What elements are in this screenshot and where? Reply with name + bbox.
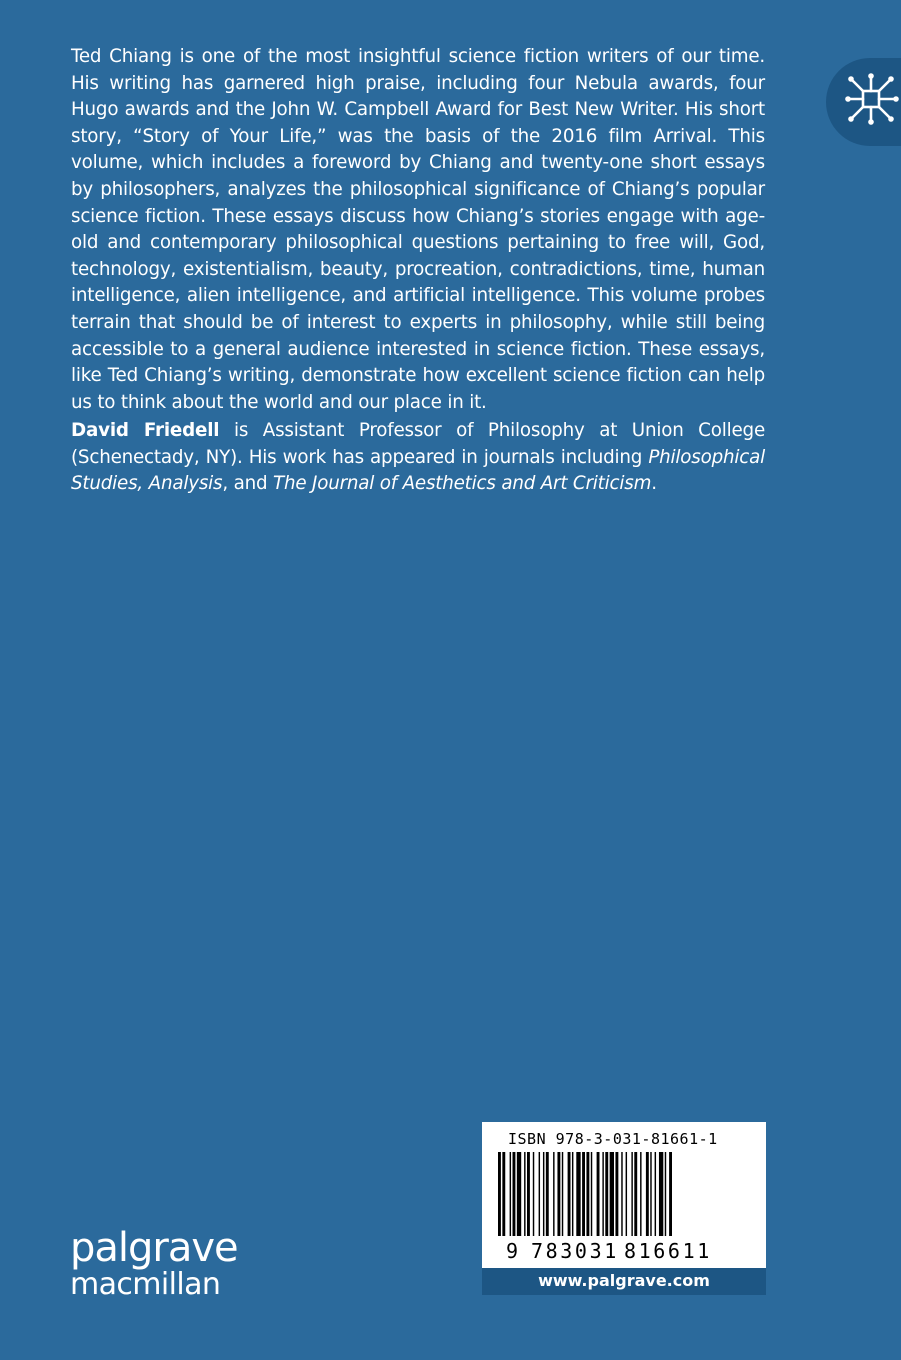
barcode-bar [626, 1152, 627, 1236]
barcode-bar [533, 1152, 534, 1236]
barcode-bar [498, 1152, 501, 1236]
barcode-bar [513, 1152, 516, 1236]
bio-journal-2: The Journal of Aesthetics and Art Criticism [273, 473, 652, 495]
barcode-bar [631, 1152, 632, 1236]
barcode-bar [572, 1152, 573, 1236]
barcode-bar [621, 1152, 622, 1236]
publisher-line-1: palgrave [70, 1225, 238, 1271]
barcode-bar [553, 1152, 554, 1236]
bio-text-2: , and [222, 473, 273, 495]
barcode-bar [557, 1152, 560, 1236]
barcode-bar [597, 1152, 600, 1236]
barcode-bar [510, 1152, 511, 1236]
barcode-bar [665, 1152, 666, 1236]
barcode-bar [602, 1152, 603, 1236]
isbn-label: ISBN 978-3-031-81661-1 [508, 1130, 718, 1148]
barcode-bar [659, 1152, 663, 1236]
barcode-bar [586, 1152, 589, 1236]
isbn-barcode-box [482, 1122, 766, 1268]
barcode-bar [650, 1152, 651, 1236]
barcode-bar [591, 1152, 592, 1236]
barcode-bar [524, 1152, 525, 1236]
barcode-bar [576, 1152, 580, 1236]
barcode-bar [527, 1152, 530, 1236]
cover-blurb: Ted Chiang is one of the most insightful science fiction writers of our time. His writing has garnered high praise, including four Nebula awards, four Hugo awards and the John W. Campbell Award for Best New Writer. His short story, “Story of Your Life,” was the basis of the 2016 film Arrival. This volume, which includes a foreword by Chiang and twenty-one short essays by philosophers, analyzes the philosophical significance of Chiang’s popular science fiction. These essays discuss how Chiang’s stories engage with age-old and contemporary philosophical questions pertaining to free will, God, technology, existentialism, beauty, procreation, contradictions, time, human intelligence, alien intelligence, and artificial intelligence. This volume probes terrain that should be of interest to experts in philosophy, while still being accessible to a general audience interested in science fiction. These essays, like Ted Chiang’s writing, demonstrate how excellent science fiction can help us to think about the world and our place in it. [71, 46, 765, 413]
publisher-url: www.palgrave.com [482, 1268, 766, 1295]
bio-journals-1: Philosophical Studies, Analysis [71, 446, 765, 495]
barcode-bar [568, 1152, 571, 1236]
barcode-bar [543, 1152, 544, 1236]
network-node-icon [840, 68, 901, 132]
barcode-bar [646, 1152, 649, 1236]
barcode-bar [582, 1152, 585, 1236]
barcode-bar [610, 1152, 614, 1236]
barcode-bar [539, 1152, 540, 1236]
publisher-badge [826, 58, 901, 146]
author-bio [71, 418, 765, 498]
bio-text-3: . [651, 473, 657, 495]
ean-group-1: 783031 [531, 1239, 619, 1263]
barcode-bar [546, 1152, 549, 1236]
bio-text-1: is Assistant Professor of Philosophy at Union College (Schenectady, NY). His work has appeared in journals including [71, 420, 765, 468]
barcode-bar [634, 1152, 637, 1236]
barcode-bar [615, 1152, 618, 1236]
ean-group-2: 816611 [624, 1239, 712, 1263]
barcode-bar [562, 1152, 563, 1236]
barcode-bar [517, 1152, 521, 1236]
ean-first-digit: 9 [506, 1239, 519, 1263]
barcode-bar [502, 1152, 505, 1236]
publisher-logo [70, 1225, 238, 1302]
barcode-bar [605, 1152, 608, 1236]
barcode-bar [655, 1152, 656, 1236]
author-name: David Friedell [71, 420, 220, 441]
barcode [498, 1152, 750, 1238]
barcode-bar [669, 1152, 672, 1236]
barcode-bar [640, 1152, 641, 1236]
publisher-line-2: macmillan [70, 1267, 221, 1302]
